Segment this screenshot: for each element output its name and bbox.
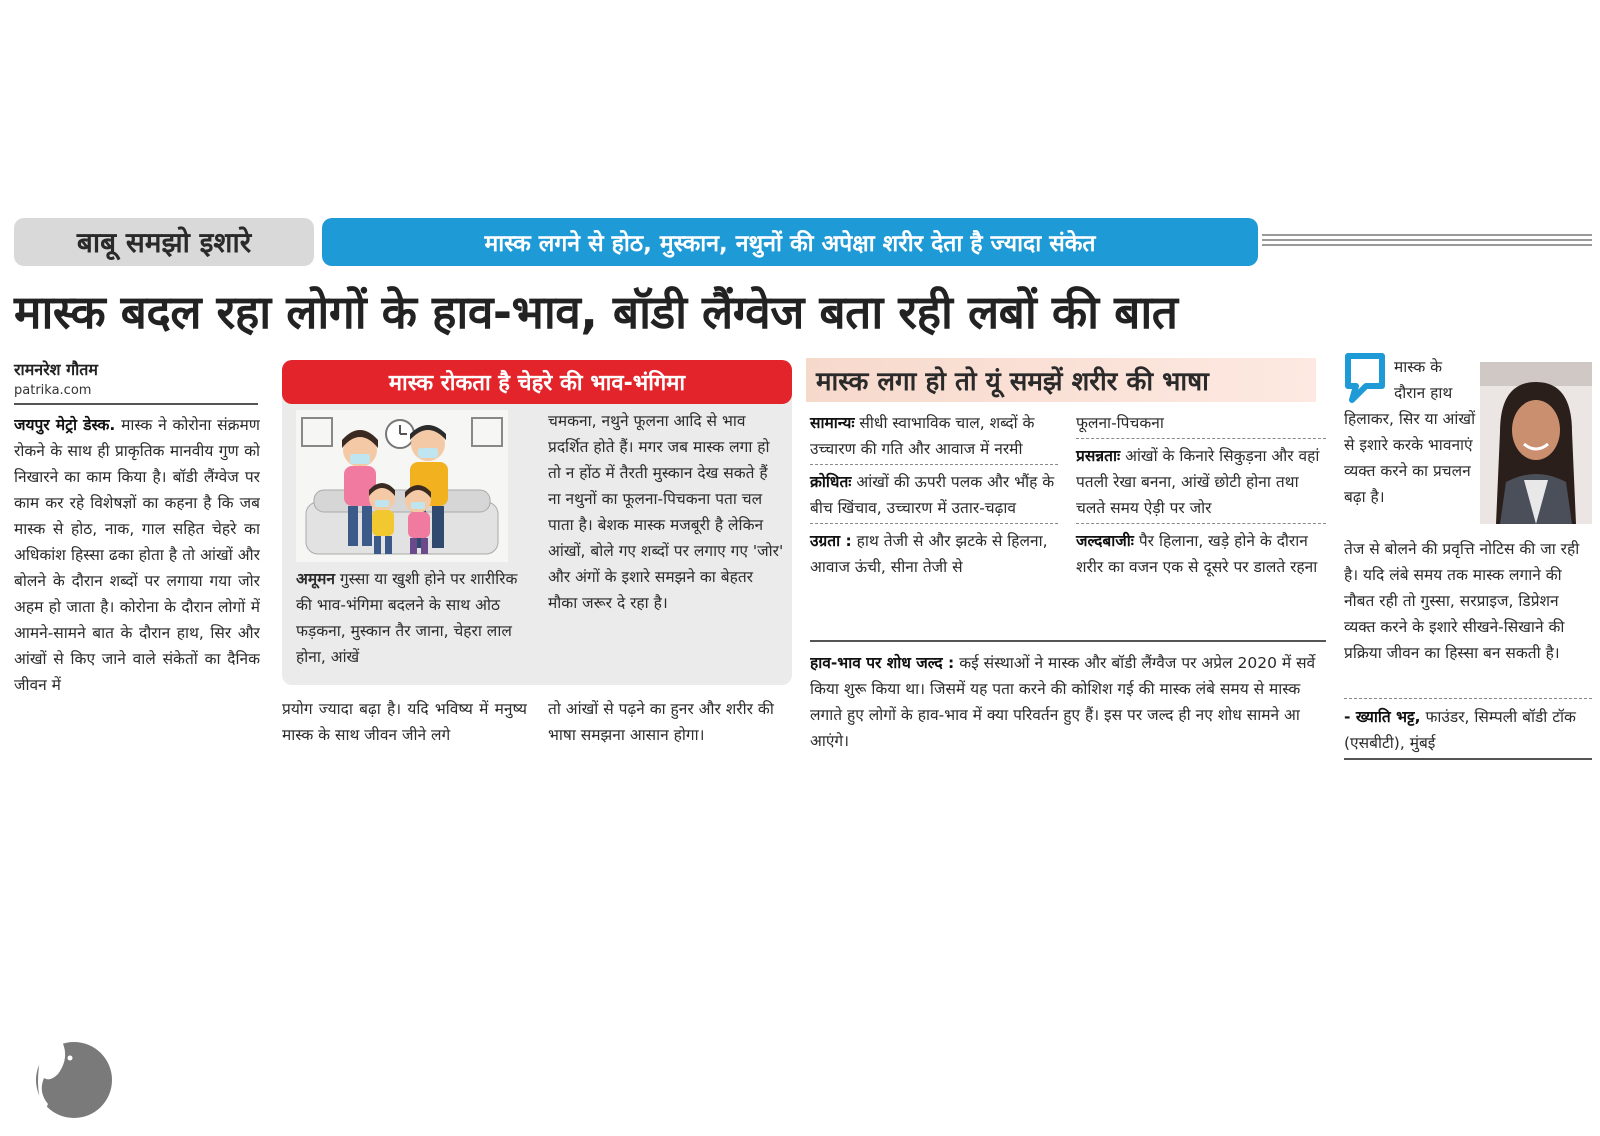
quote-text-bottom: तेज से बोलने की प्रवृत्ति नोटिस की जा रही है। यदि लंबे समय तक मास्क लगाने की नौबत रही तो गुस्सा, सरप्राइज, डिप्रेशन व्यक्त करने के इशारे सीखने-सिखाने की प्रक्रिया जीवन का हिस्सा बन सकती है।	[1344, 540, 1580, 662]
list-item	[1076, 528, 1326, 582]
list-item	[1076, 443, 1326, 524]
sidebar-box-header: मास्क रोकता है चेहरे की भाव-भंगिमा	[282, 360, 792, 404]
research-rule	[810, 640, 1326, 642]
story-column-1	[14, 412, 260, 750]
body-language-left	[810, 410, 1058, 586]
family-mask-illustration	[296, 410, 508, 562]
item-text: पैर हिलाना, खड़े होने के दौरान शरीर का वजन एक से दूसरे पर डालते रहना	[1076, 532, 1318, 576]
caption-text: गुस्सा या खुशी होने पर शारीरिक की भाव-भंगिमा बदलने के साथ ओठ फड़कना, मुस्कान तैर जाना, चेहरा लाल होना, आंखें	[296, 570, 518, 666]
item-text: हाथ तेजी से और झटके से हिलना, आवाज ऊंची, सीना तेजी से	[810, 532, 1048, 576]
byline-rule	[14, 403, 258, 405]
quote-bottom-rule	[1344, 758, 1592, 760]
attribution-role: फाउंडर, सिम्पली बॉडी टॉक (एसबीटी), मुंबई	[1344, 708, 1576, 752]
list-item	[810, 469, 1058, 524]
list-item	[810, 410, 1058, 465]
item-label: जल्दबाजीः	[1076, 532, 1134, 550]
section-kicker: बाबू समझो इशारे	[14, 218, 314, 266]
item-text: सीधी स्वाभाविक चाल, शब्दों के उच्चारण की गति और आवाज में नरमी	[810, 414, 1035, 458]
list-item	[1076, 410, 1326, 439]
moon-face-logo-icon	[30, 1022, 112, 1132]
strap-rule-lines	[1262, 234, 1592, 248]
story-continuation-b: तो आंखों से पढ़ने का हुनर और शरीर की भाषा समझना आसान होगा।	[548, 700, 774, 744]
body-language-right	[1076, 410, 1326, 586]
item-label: सामान्यः	[810, 414, 855, 432]
body-language-header: मास्क लगा हो तो यूं समझें शरीर की भाषा	[806, 358, 1316, 402]
story-continuation-a: प्रयोग ज्यादा बढ़ा है। यदि भविष्य में मनुष्य मास्क के साथ जीवन जीने लगे	[282, 700, 527, 744]
quote-divider	[1344, 698, 1592, 700]
attribution-name: - ख्याति भट्ट,	[1344, 708, 1421, 726]
dateline: जयपुर मेट्रो डेस्क.	[14, 416, 116, 434]
caption-lead: अमूमन	[296, 570, 335, 588]
research-note	[810, 650, 1330, 754]
quote-attribution	[1344, 704, 1594, 756]
quote-mark-icon	[1344, 352, 1386, 404]
headline: मास्क बदल रहा लोगों के हाव-भाव, बॉडी लैंग्वेज बता रही लबों की बात	[14, 285, 1178, 339]
byline-name: रामनरेश गौतम	[14, 360, 98, 379]
quote-text-top: मास्क के दौरान हाथ	[1394, 358, 1453, 402]
research-text: कई संस्थाओं ने मास्क और बॉडी लैंग्वैज पर अप्रेल 2020 में सर्वे किया शुरू किया था। जिसमें यह पता करने की कोशिश गई की मास्क लंबे समय से मास्क लगाते हुए लोगों के हाव-भाव में क्या परिवर्तन हुए हैं। इस पर जल्द ही नए शोध सामने आ आएंगे।	[810, 654, 1316, 750]
illustration-caption	[296, 566, 526, 676]
box-right-text: चमकना, नथुने फूलना आदि से भाव प्रदर्शित होते हैं। मगर जब मास्क लगा हो तो न होंठ में तैरती मुस्कान देख सकते हैं ना नथुनों का फूलना-पिचकना पता चल पाता है। बेशक मास्क मजबूरी है लेकिन आंखों, बोले गए शब्दों पर लगाए गए 'जोर' और अंगों के इशारे समझने का बेहतर मौका जरूर दे रहा है।	[548, 412, 784, 612]
item-text: आंखों की ऊपरी पलक और भौंह के बीच खिंचाव, उच्चारण में उतार-चढ़ाव	[810, 473, 1055, 517]
item-label: प्रसन्नताः	[1076, 447, 1121, 465]
expert-photo	[1480, 362, 1592, 524]
quote-text-left: हिलाकर, सिर या आंखों से इशारे करके भावनाएं व्यक्त करने का प्रचलन बढ़ा है।	[1344, 410, 1476, 506]
byline-site: patrika.com	[14, 383, 92, 398]
research-label: हाव-भाव पर शोध जल्द :	[810, 654, 955, 672]
story-text: मास्क ने कोरोना संक्रमण रोकने के साथ ही प्राकृतिक मानवीय गुण को निखारने का काम किया है। बॉडी लैंग्वेज पर काम कर रहे विशेषज्ञों का कहना है कि जब मास्क से होठ, नाक, गाल सहित चेहरे का अधिकांश हिस्सा ढका होता है तो आंखों और बोलने के दौरान शब्दों पर लगाया गया जोर अहम हो जाता है। कोरोना के दौरान लोगों में आमने-सामने बात के दौरान हाथ, सिर और आंखों से किए जाने वाले संकेतों का दैनिक जीवन में	[14, 416, 260, 694]
item-label: क्रोधितः	[810, 473, 852, 491]
list-item	[810, 528, 1058, 582]
strapline: मास्क लगने से होठ, मुस्कान, नथुनों की अपेक्षा शरीर देता है ज्यादा संकेत	[322, 218, 1258, 266]
item-label: उग्रता :	[810, 532, 852, 550]
item-text: आंखों के किनारे सिकुड़ना और वहां पतली रेखा बनना, आंखें छोटी होना तथा चलते समय ऐड़ी पर जोर	[1076, 447, 1320, 517]
item-text: फूलना-पिचकना	[1076, 414, 1164, 432]
